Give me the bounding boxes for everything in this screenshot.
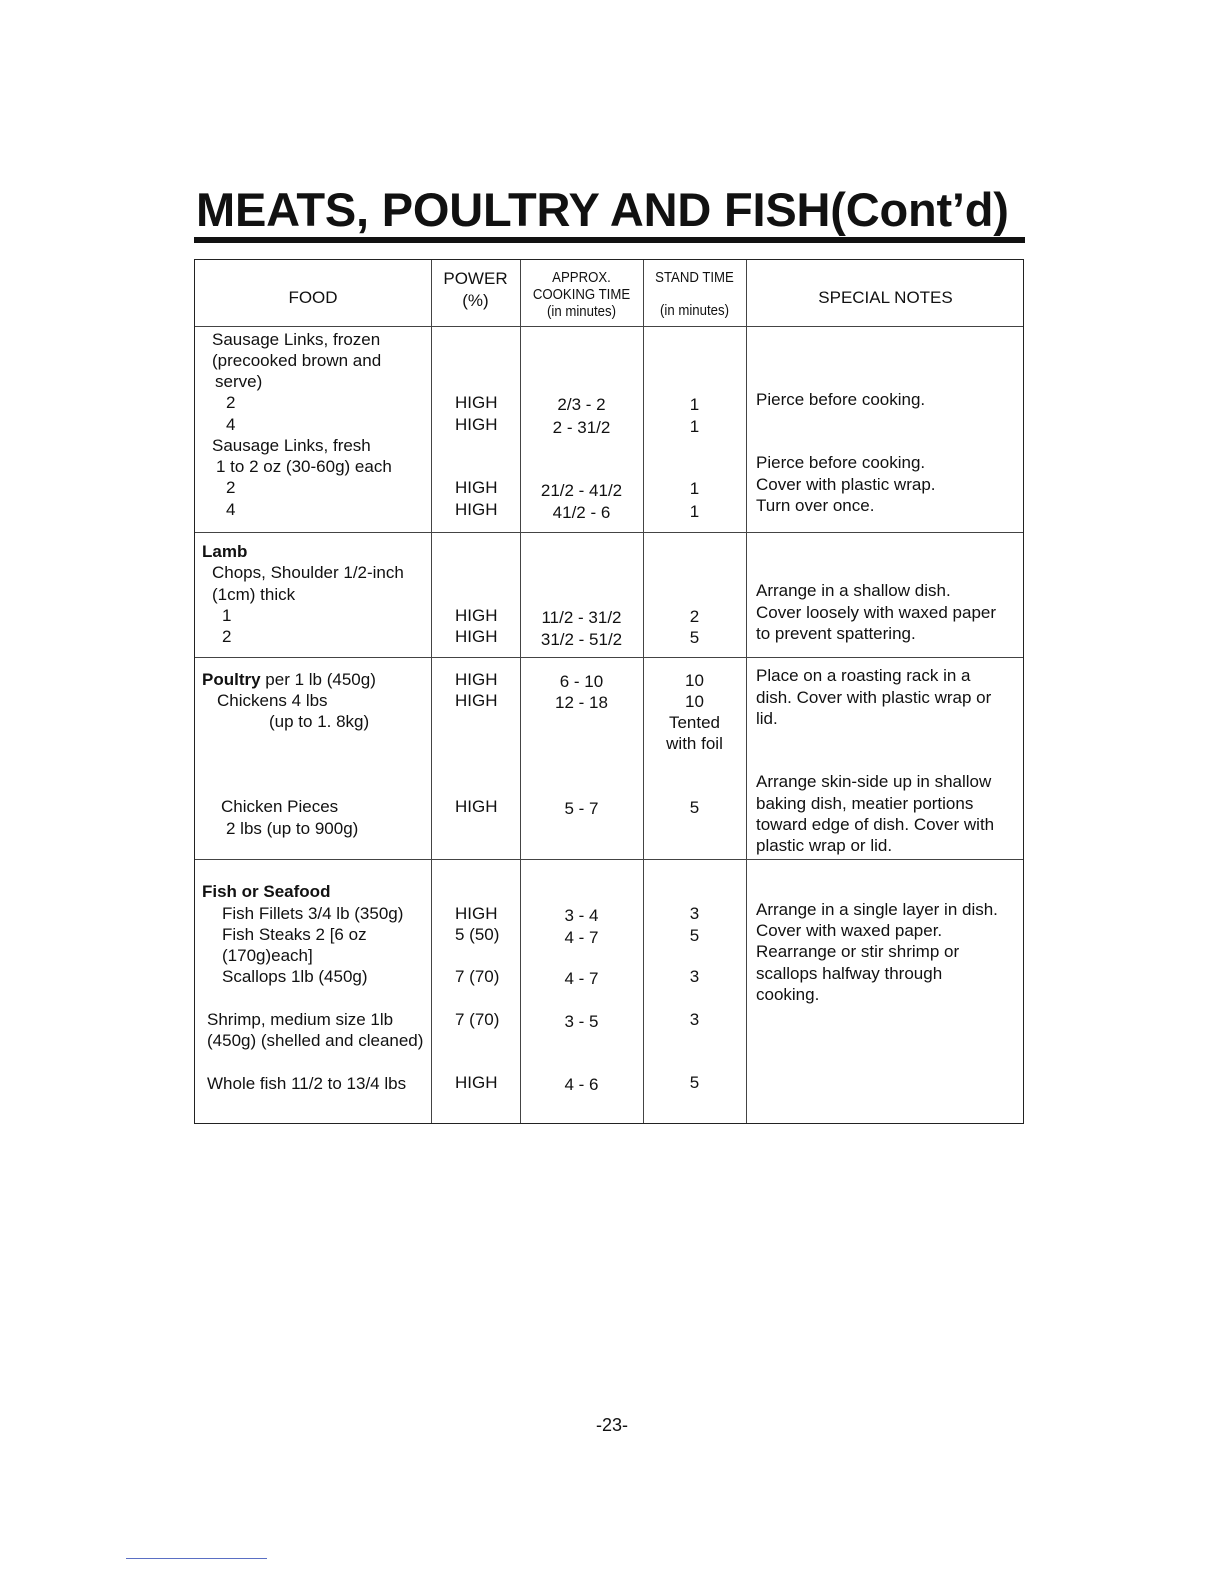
header-power: POWER (443, 269, 508, 288)
page-title: MEATS, POULTRY AND FISH(Cont’d) (196, 183, 1009, 236)
food-text: Chicken Pieces (221, 797, 339, 816)
food-text: Sausage Links, frozen (212, 330, 381, 349)
food-text: 1 (222, 606, 232, 625)
header-cook-time: COOKING TIME (532, 286, 631, 303)
stand-value: 1 (689, 502, 700, 521)
note-text: dish. Cover with plastic wrap or (756, 688, 992, 707)
food-text: 4 (226, 500, 236, 519)
power-value: HIGH (455, 1073, 498, 1092)
stand-value: 3 (689, 967, 700, 986)
stand-value: 5 (689, 628, 700, 647)
time-value: 2/3 - 2 (557, 395, 606, 414)
food-text: Fish Fillets 3/4 lb (350g) (222, 904, 404, 923)
note-text: Arrange in a single layer in dish. (756, 900, 998, 919)
header-cook-unit: (in minutes) (547, 303, 616, 320)
poultry-heading-bold: Poultry (202, 670, 261, 689)
note-text: Cover with plastic wrap. (756, 475, 936, 494)
column-divider (431, 260, 432, 1123)
power-value: HIGH (455, 627, 498, 646)
time-value: 21/2 - 41/2 (540, 481, 623, 500)
poultry-heading-rest: per 1 lb (450g) (260, 670, 376, 689)
food-text: Chops, Shoulder 1/2-inch (212, 563, 404, 582)
time-value: 2 - 31/2 (552, 418, 611, 437)
food-text: Scallops 1lb (450g) (222, 967, 368, 986)
note-text: Cover with waxed paper. (756, 921, 943, 940)
food-text: (precooked brown and (212, 351, 382, 370)
note-text: Pierce before cooking. (756, 453, 926, 472)
note-text: plastic wrap or lid. (756, 836, 893, 855)
power-value: HIGH (455, 415, 498, 434)
food-text: 2 (222, 627, 232, 646)
row-divider (195, 532, 1023, 533)
time-value: 4 - 7 (564, 969, 599, 988)
column-divider (746, 260, 747, 1123)
stand-value: 2 (689, 607, 700, 626)
food-text: 2 (226, 478, 236, 497)
power-value: HIGH (455, 500, 498, 519)
section-heading-lamb: Lamb (202, 542, 248, 561)
power-value: 5 (50) (455, 925, 500, 944)
stand-value: 1 (689, 395, 700, 414)
row-divider (195, 326, 1023, 327)
header-stand-unit: (in minutes) (660, 302, 729, 319)
stand-value: 5 (689, 926, 700, 945)
food-text: Whole fish 11/2 to 13/4 lbs (207, 1074, 407, 1093)
food-text: Sausage Links, fresh (212, 436, 371, 455)
header-special-notes: SPECIAL NOTES (818, 288, 953, 307)
stand-value: 10 (685, 671, 704, 690)
note-text: to prevent spattering. (756, 624, 916, 643)
stand-value: 10 (685, 692, 704, 711)
note-text: scallops halfway through (756, 964, 943, 983)
note-text: baking dish, meatier portions (756, 794, 974, 813)
food-text: Shrimp, medium size 1lb (207, 1010, 394, 1029)
power-value: HIGH (455, 606, 498, 625)
food-text: 2 lbs (up to 900g) (226, 819, 359, 838)
time-value: 3 - 5 (564, 1012, 599, 1031)
power-value: HIGH (455, 478, 498, 497)
time-value: 12 - 18 (555, 693, 608, 712)
section-heading-poultry (202, 669, 376, 690)
stand-value: 5 (689, 798, 700, 817)
food-text: (170g)each] (222, 946, 313, 965)
food-text: serve) (215, 372, 263, 391)
power-value: HIGH (455, 393, 498, 412)
power-value: HIGH (455, 691, 498, 710)
header-cook-approx: APPROX. (552, 269, 611, 286)
food-text: 1 to 2 oz (30-60g) each (216, 457, 392, 476)
note-text: Arrange in a shallow dish. (756, 581, 951, 600)
footer-link-underline (126, 1558, 267, 1559)
food-text: Chickens 4 lbs (217, 691, 328, 710)
food-text: 2 (226, 393, 236, 412)
note-text: Turn over once. (756, 496, 875, 515)
note-text: lid. (756, 709, 778, 728)
time-value: 41/2 - 6 (552, 503, 611, 522)
header-food: FOOD (288, 288, 338, 307)
power-value: HIGH (455, 797, 498, 816)
note-text: Pierce before cooking. (756, 390, 926, 409)
section-heading-fish: Fish or Seafood (202, 882, 331, 901)
header-stand-time: STAND TIME (655, 269, 734, 286)
food-text: (up to 1. 8kg) (269, 712, 370, 731)
time-value: 31/2 - 51/2 (540, 630, 623, 649)
time-value: 11/2 - 31/2 (541, 608, 622, 627)
note-text: Place on a roasting rack in a (756, 666, 971, 685)
stand-value: with foil (666, 734, 723, 753)
note-text: Arrange skin-side up in shallow (756, 772, 992, 791)
stand-value: 3 (689, 904, 700, 923)
power-value: 7 (70) (455, 967, 500, 986)
note-text: toward edge of dish. Cover with (756, 815, 995, 834)
food-text: (1cm) thick (212, 585, 296, 604)
food-text: 4 (226, 415, 236, 434)
time-value: 3 - 4 (564, 906, 599, 925)
header-power-unit: (%) (462, 291, 489, 310)
stand-value: 1 (689, 479, 700, 498)
stand-value: 5 (689, 1073, 700, 1092)
power-value: HIGH (455, 904, 498, 923)
power-value: HIGH (455, 670, 498, 689)
cooking-table (194, 259, 1024, 1124)
power-value: 7 (70) (455, 1010, 500, 1029)
stand-value: 1 (689, 417, 700, 436)
note-text: Rearrange or stir shrimp or (756, 942, 960, 961)
time-value: 4 - 6 (564, 1075, 599, 1094)
time-value: 5 - 7 (564, 799, 599, 818)
page-number: -23- (595, 1415, 628, 1435)
food-text: (450g) (shelled and cleaned) (207, 1031, 424, 1050)
note-text: cooking. (756, 985, 820, 1004)
row-divider (195, 657, 1023, 658)
time-value: 4 - 7 (564, 928, 599, 947)
note-text: Cover loosely with waxed paper (756, 603, 997, 622)
title-rule (194, 237, 1025, 243)
food-text: Fish Steaks 2 [6 oz (222, 925, 367, 944)
stand-value: 3 (689, 1010, 700, 1029)
time-value: 6 - 10 (559, 672, 604, 691)
row-divider (195, 859, 1023, 860)
stand-value: Tented (668, 713, 721, 732)
